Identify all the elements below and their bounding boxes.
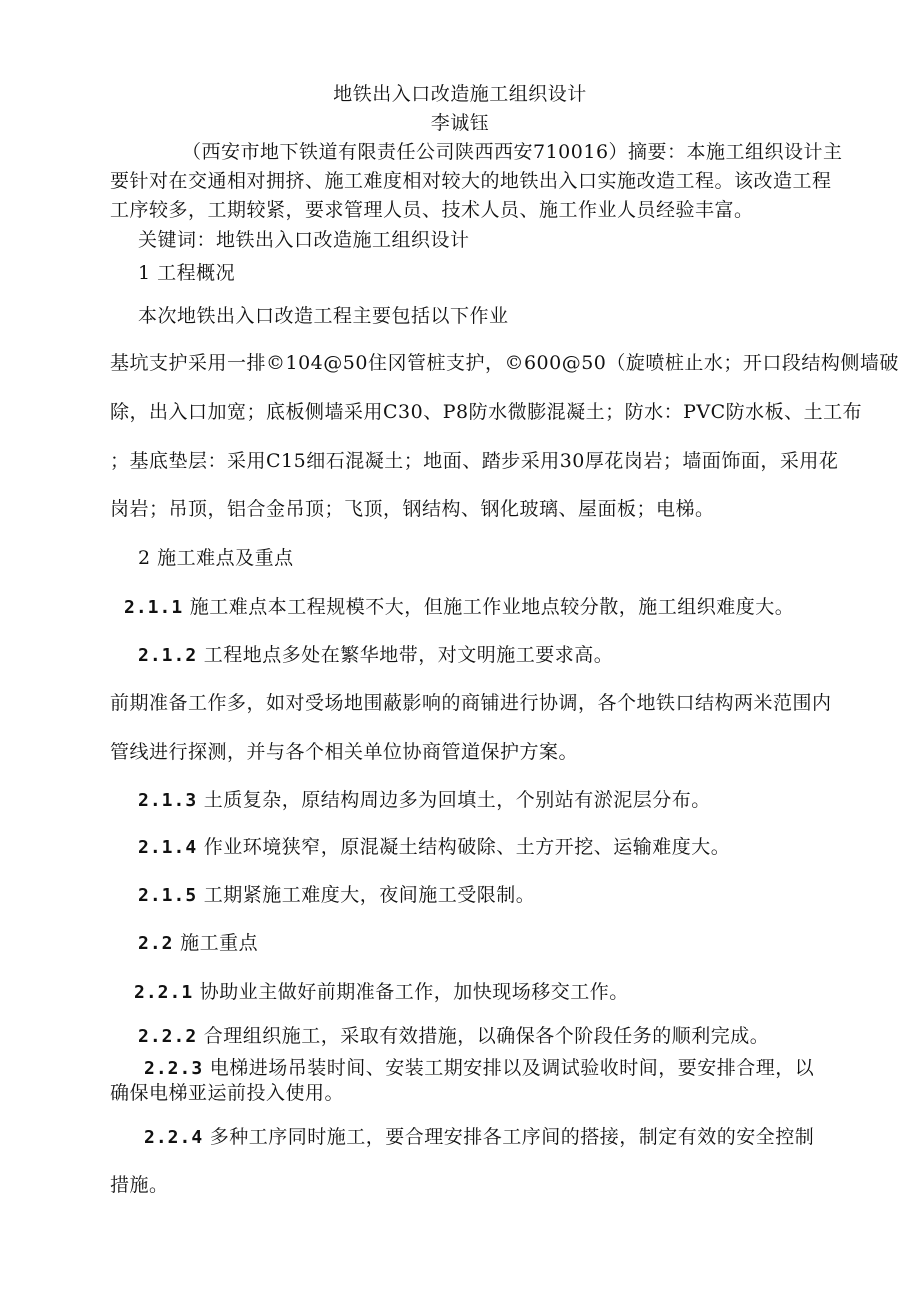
item-2-2-1 (134, 980, 629, 1005)
item-number: 2.2.1 (134, 982, 194, 1003)
item-number: 2.2.4 (144, 1127, 204, 1148)
item-text: 土质复杂，原结构周边多为回填土，个别站有淤泥层分布。 (203, 789, 711, 811)
item-number: 2.1.2 (138, 645, 198, 666)
section-1-para-line-1: 基坑支护采用一排©104@50住冈管桩支护，©600@50（旋喷桩止水；开口段结构侧墙破 (110, 352, 899, 374)
item-2-1-5 (138, 883, 535, 908)
item-2-1-2 (138, 643, 613, 668)
abstract-line-3: 工序较多，工期较紧，要求管理人员、技术人员、施工作业人员经验丰富。 (110, 199, 754, 221)
item-text: 施工难点本工程规模不大，但施工作业地点较分散，施工组织难度大。 (189, 596, 795, 618)
section-1-intro: 本次地铁出入口改造工程主要包括以下作业 (138, 305, 509, 327)
section-1-para-line-4: 岗岩；吊顶，铝合金吊顶；飞顶，钢结构、钢化玻璃、屋面板；电梯。 (110, 498, 715, 520)
item-number: 2.1.1 (124, 597, 184, 618)
item-number: 2.2.3 (144, 1058, 204, 1079)
item-number: 2.1.5 (138, 885, 198, 906)
item-2-1-1 (124, 595, 794, 620)
item-text: 电梯进场吊装时间、安装工期安排以及调试验收时间，要安排合理，以 (209, 1057, 815, 1079)
prep-line-1: 前期准备工作多，如对受场地围蔽影响的商铺进行协调，各个地铁口结构两米范围内 (110, 692, 832, 714)
item-text: 施工重点 (180, 932, 259, 954)
item-text: 工程地点多处在繁华地带，对文明施工要求高。 (203, 644, 614, 666)
item-text: 多种工序同时施工，要合理安排各工序间的搭接，制定有效的安全控制 (209, 1126, 815, 1148)
item-text: 工期紧施工难度大，夜间施工受限制。 (203, 884, 536, 906)
item-text: 协助业主做好前期准备工作，加快现场移交工作。 (199, 981, 629, 1003)
item-2-2-3-continued: 确保电梯亚运前投入使用。 (110, 1082, 345, 1104)
doc-author: 李诚钰 (430, 112, 490, 134)
section-1-para-line-2: 除，出入口加宽；底板侧墙采用C30、P8防水微膨混凝土；防水：PVC防水板、土工布 (110, 401, 863, 423)
item-2-2-2 (138, 1024, 769, 1049)
section-1-para-line-3: ；基底垫层：采用C15细石混凝土；地面、踏步采用30厚花岗岩；墙面饰面，采用花 (110, 450, 839, 472)
item-2-1-4 (138, 835, 730, 860)
abstract-line-1: （西安市地下铁道有限责任公司陕西西安710016）摘要：本施工组织设计主 (182, 141, 843, 163)
prep-line-2: 管线进行探测，并与各个相关单位协商管道保护方案。 (110, 741, 579, 763)
item-2-2-3 (144, 1056, 814, 1081)
keywords: 关键词：地铁出入口改造施工组织设计 (138, 229, 470, 251)
item-number: 2.1.3 (138, 790, 198, 811)
item-text: 作业环境狭窄，原混凝土结构破除、土方开挖、运输难度大。 (203, 836, 731, 858)
doc-title: 地铁出入口改造施工组织设计 (333, 83, 587, 105)
item-number: 2.2.2 (138, 1026, 198, 1047)
item-2-2-4-continued: 措施。 (110, 1174, 169, 1196)
section-heading-2: 2 施工难点及重点 (138, 547, 294, 569)
item-number: 2.2 (138, 933, 174, 954)
abstract-line-2: 要针对在交通相对拥挤、施工难度相对较大的地铁出入口实施改造工程。该改造工程 (110, 170, 832, 192)
subsection-2-2 (138, 931, 258, 956)
item-2-1-3 (138, 788, 711, 813)
item-text: 合理组织施工，采取有效措施，以确保各个阶段任务的顺利完成。 (203, 1025, 770, 1047)
section-heading-1: 1 工程概况 (138, 262, 236, 284)
item-number: 2.1.4 (138, 837, 198, 858)
item-2-2-4 (144, 1125, 814, 1150)
